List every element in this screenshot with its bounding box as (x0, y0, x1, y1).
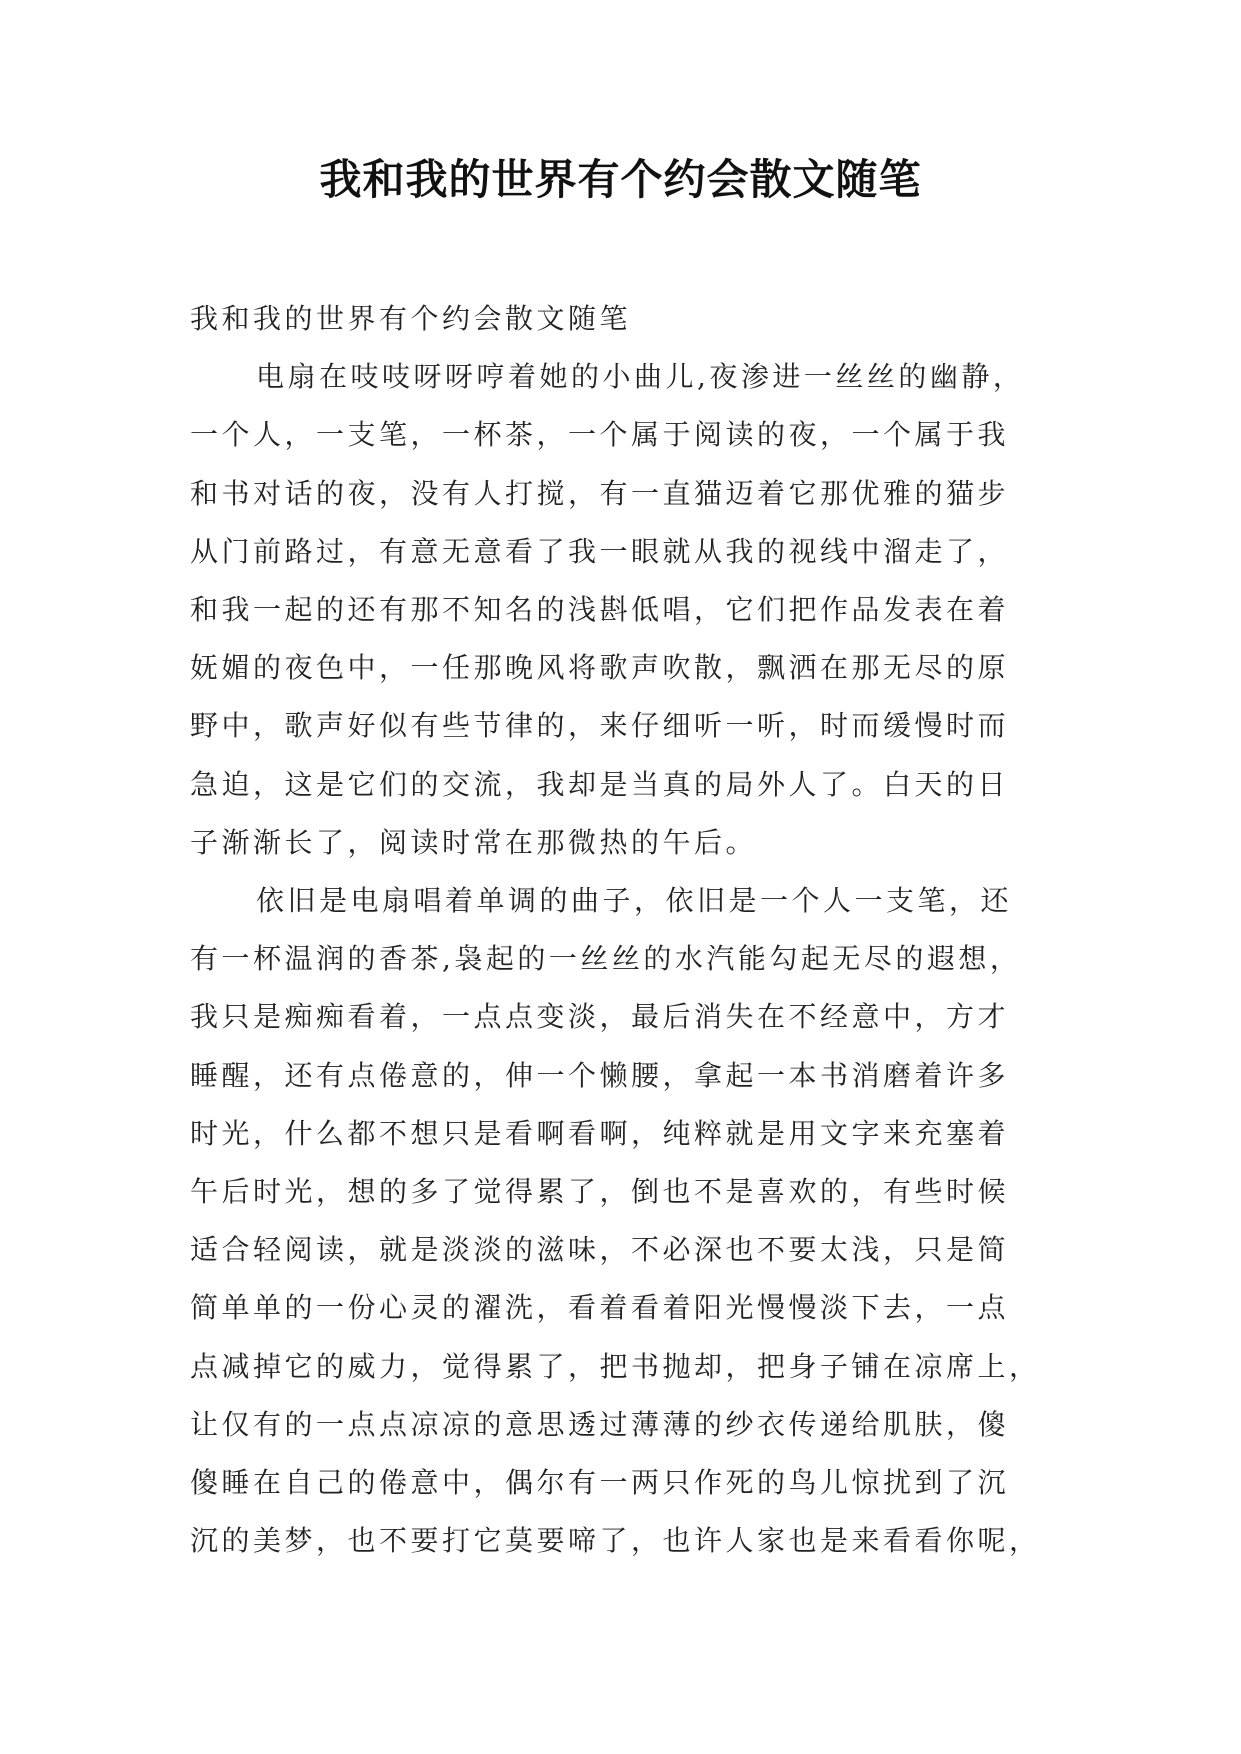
paragraph-1 (190, 348, 1060, 872)
document-title: 我和我的世界有个约会散文随笔 (319, 155, 922, 204)
text-line: 点减掉它的威力，觉得累了，把书抛却，把身子铺在凉席上， (190, 1349, 1041, 1383)
text-line: 沉的美梦，也不要打它莫要啼了，也许人家也是来看看你呢， (190, 1524, 1041, 1558)
text-line: 野中，歌声好似有些节律的，来仔细听一听，时而缓慢时而 (190, 709, 1010, 743)
text-line: 和书对话的夜，没有人打搅，有一直猫迈着它那优雅的猫步 (190, 476, 1010, 510)
paragraph-2 (190, 872, 1060, 1570)
text-line: 从门前路过，有意无意看了我一眼就从我的视线中溜走了， (190, 534, 1010, 568)
text-line: 依旧是电扇唱着单调的曲子，依旧是一个人一支笔，还 (256, 884, 1013, 918)
text-line: 时光，什么都不想只是看啊看啊，纯粹就是用文字来充塞着 (190, 1116, 1010, 1150)
text-line: 和我一起的还有那不知名的浅斟低唱，它们把作品发表在着 (190, 593, 1010, 627)
text-line: 我只是痴痴看着，一点点变淡，最后消失在不经意中，方才 (190, 1000, 1010, 1034)
text-line: 适合轻阅读，就是淡淡的滋味，不必深也不要太浅，只是简 (190, 1233, 1010, 1267)
text-line: 急迫，这是它们的交流，我却是当真的局外人了。白天的日 (190, 767, 1010, 801)
text-line: 有一杯温润的香茶,袅起的一丝丝的水汽能勾起无尽的遐想， (190, 942, 1022, 976)
text-line: 简单单的一份心灵的濯洗，看着看着阳光慢慢淡下去，一点 (190, 1291, 1010, 1325)
document-subtitle: 我和我的世界有个约会散文随笔 (190, 302, 632, 335)
document-body (190, 290, 1060, 1570)
text-line: 子渐渐长了，阅读时常在那微热的午后。 (190, 825, 758, 859)
text-line: 午后时光，想的多了觉得累了，倒也不是喜欢的，有些时候 (190, 1175, 1010, 1209)
text-line: 睡醒，还有点倦意的，伸一个懒腰，拿起一本书消磨着许多 (190, 1058, 1010, 1092)
text-line: 妩媚的夜色中，一任那晚风将歌声吹散，飘洒在那无尽的原 (190, 651, 1010, 685)
text-line: 一个人，一支笔，一杯茶，一个属于阅读的夜，一个属于我 (190, 418, 1010, 452)
text-line: 电扇在吱吱呀呀哼着她的小曲儿,夜渗进一丝丝的幽静， (256, 360, 1025, 394)
text-line: 傻睡在自己的倦意中，偶尔有一两只作死的鸟儿惊扰到了沉 (190, 1466, 1010, 1500)
text-line: 让仅有的一点点凉凉的意思透过薄薄的纱衣传递给肌肤，傻 (190, 1407, 1010, 1441)
